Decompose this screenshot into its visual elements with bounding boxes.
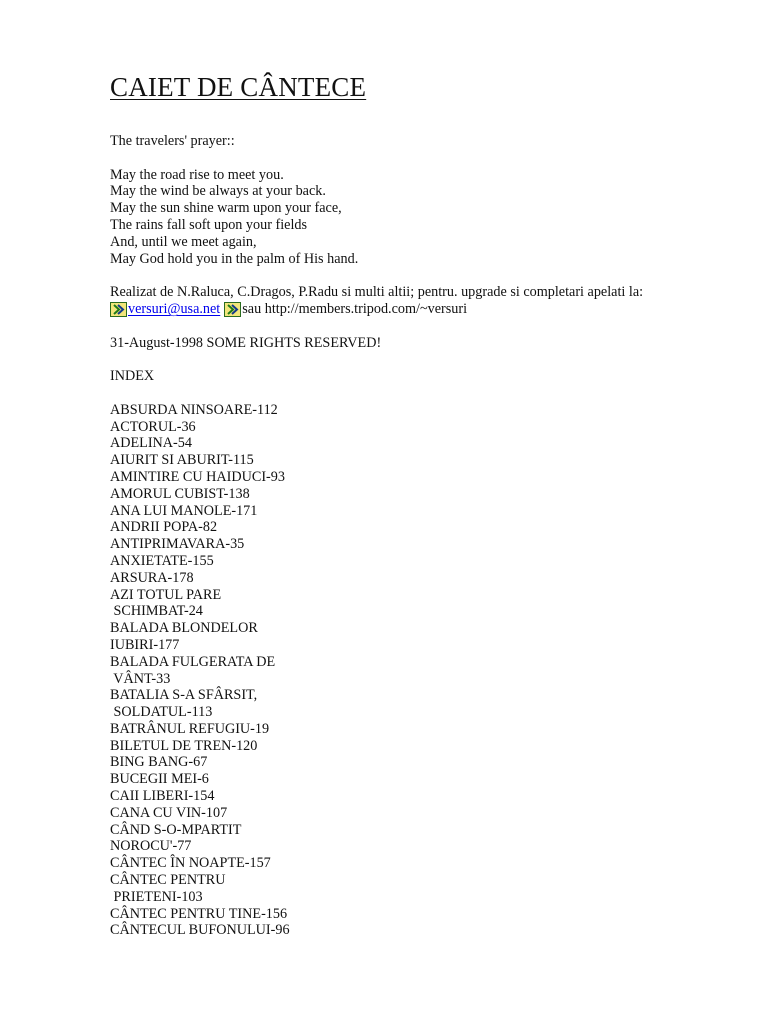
index-entry: AZI TOTUL PARE xyxy=(110,586,222,603)
index-entry: BALADA BLONDELOR xyxy=(110,620,258,637)
index-entry: BING BANG-67 xyxy=(110,754,208,771)
document-page xyxy=(110,70,730,939)
spacer xyxy=(110,318,730,335)
index-entry: ABSURDA NINSOARE-112 xyxy=(110,401,278,418)
index-heading: INDEX xyxy=(110,368,155,385)
index-entry: AIURIT SI ABURIT-115 xyxy=(110,452,254,469)
hyperlink-icon[interactable] xyxy=(224,302,241,317)
spacer xyxy=(110,267,730,284)
prayer-line: The rains fall soft upon your fields xyxy=(110,216,308,233)
index-list xyxy=(110,402,730,940)
index-entry: CÂNTECUL BUFONULUI-96 xyxy=(110,922,290,939)
spacer xyxy=(110,385,730,402)
prayer-line: May God hold you in the palm of His hand. xyxy=(110,250,359,267)
prayer-line: May the wind be always at your back. xyxy=(110,183,326,200)
index-entry: CAII LIBERI-154 xyxy=(110,788,215,805)
index-entry: BALADA FULGERATA DE xyxy=(110,653,276,670)
index-entry: ANTIPRIMAVARA-35 xyxy=(110,536,245,553)
index-entry: CÂNTEC PENTRU TINE-156 xyxy=(110,905,288,922)
index-entry: BATRÂNUL REFUGIU-19 xyxy=(110,720,270,737)
index-entry: ADELINA-54 xyxy=(110,435,192,452)
index-entry: AMORUL CUBIST-138 xyxy=(110,485,250,502)
index-entry: ARSURA-178 xyxy=(110,569,194,586)
date-line: 31-August-1998 SOME RIGHTS RESERVED! xyxy=(110,334,382,351)
index-entry: NOROCU'-77 xyxy=(110,838,192,855)
index-entry: AMINTIRE CU HAIDUCI-93 xyxy=(110,468,285,485)
index-entry: ACTORUL-36 xyxy=(110,418,196,435)
prayer-line: And, until we meet again, xyxy=(110,233,257,250)
prayer-line: May the sun shine warm upon your face, xyxy=(110,200,342,217)
contact-row xyxy=(110,301,730,318)
index-entry: VÂNT-33 xyxy=(110,670,171,687)
document-title: CAIET DE CÂNTECE xyxy=(110,72,367,102)
index-entry: ANA LUI MANOLE-171 xyxy=(110,502,258,519)
credits-text: Realizat de N.Raluca, C.Dragos, P.Radu si multi altii; pentru. upgrade si completari apelati la: xyxy=(110,284,644,301)
prayer-block xyxy=(110,167,730,268)
index-entry: CÂNTEC ÎN NOAPTE-157 xyxy=(110,855,271,872)
index-entry: BATALIA S-A SFÂRSIT, xyxy=(110,687,258,704)
index-entry: IUBIRI-177 xyxy=(110,636,180,653)
hyperlink-icon[interactable] xyxy=(110,302,127,317)
index-entry: CÂND S-O-MPARTIT xyxy=(110,821,242,838)
email-link[interactable]: versuri@usa.net xyxy=(128,300,221,317)
index-entry: ANDRII POPA-82 xyxy=(110,519,218,536)
index-entry: BILETUL DE TREN-120 xyxy=(110,737,258,754)
index-entry: CANA CU VIN-107 xyxy=(110,804,228,821)
prayer-line: May the road rise to meet you. xyxy=(110,166,284,183)
index-entry: ANXIETATE-155 xyxy=(110,552,214,569)
index-entry: CÂNTEC PENTRU xyxy=(110,872,226,889)
index-entry: SCHIMBAT-24 xyxy=(110,603,203,620)
spacer xyxy=(110,150,730,167)
index-entry: SOLDATUL-113 xyxy=(110,704,213,721)
website-text: sau http://members.tripod.com/~versuri xyxy=(242,300,468,317)
spacer xyxy=(110,351,730,368)
intro-heading: The travelers' prayer:: xyxy=(110,133,235,149)
index-entry: PRIETENI-103 xyxy=(110,888,203,905)
index-entry: BUCEGII MEI-6 xyxy=(110,771,209,788)
